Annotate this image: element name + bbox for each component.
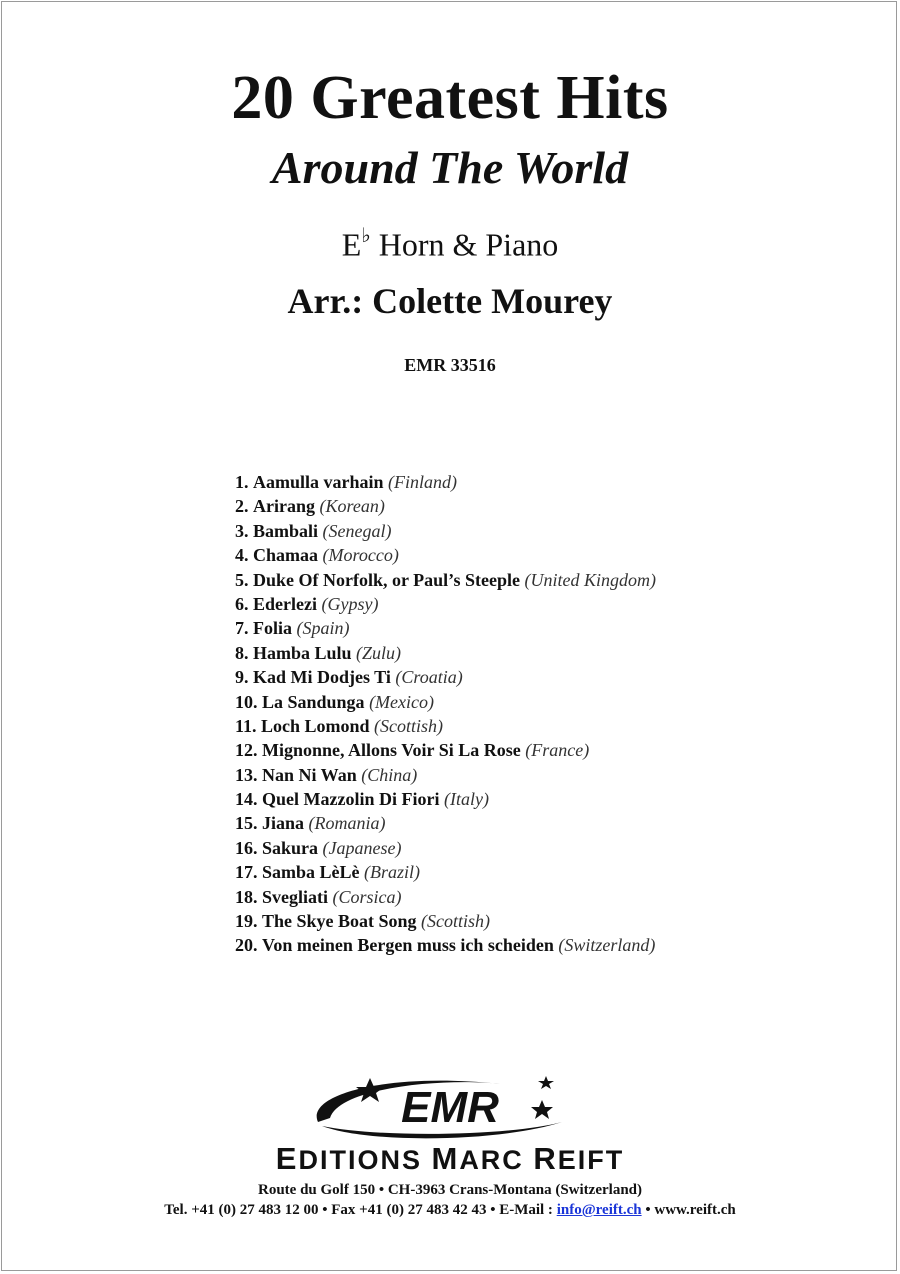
track-number: 14. [235,789,258,810]
track-title: Arirang [253,496,315,517]
track-item [235,519,656,543]
track-origin: (Finland) [388,472,458,492]
track-list [235,470,656,958]
track-item [235,641,656,665]
instrumentation [0,216,900,267]
track-title: La Sandunga [262,691,365,712]
publisher-address: Route du Golf 150 • CH-3963 Crans-Montana (Switzerland) [258,1182,642,1198]
track-origin: (Morocco) [322,545,399,566]
track-title: Folia [253,618,292,639]
track-item [235,811,656,835]
catalog-number: EMR 33516 [404,355,496,375]
publisher-contact [0,1200,900,1221]
track-title: Sakura [262,837,319,858]
track-number: 6. [235,593,249,614]
contact-phone-fax: Tel. +41 (0) 27 483 12 00 • Fax +41 (0) 27 483 42 43 • E-Mail : [164,1202,557,1218]
track-number: 11. [235,715,257,736]
track-item [235,787,656,811]
track-title: Samba LèLè [262,862,360,883]
page-subtitle: Around The World [271,142,629,193]
track-title: Jiana [262,813,305,834]
track-title: Von meinen Bergen muss ich scheiden [262,935,554,956]
track-title: Nan Ni Wan [262,764,357,785]
track-origin: (China) [361,764,418,785]
track-origin: (Italy) [443,789,489,810]
track-origin: (Brazil) [364,862,421,883]
track-origin: (Gypsy) [321,593,379,614]
track-origin: (Romania) [308,813,386,834]
track-origin: (Corsica) [332,886,402,907]
track-number: 19. [235,911,258,932]
track-origin: (Korean) [319,496,385,517]
track-origin: (Spain) [296,618,350,639]
track-title: Kad Mi Dodjes Ti [253,667,391,688]
track-item [235,494,656,518]
track-item [235,885,656,909]
track-title: Loch Lomond [261,715,370,736]
track-number: 8. [235,642,249,663]
track-title: Quel Mazzolin Di Fiori [262,789,440,810]
track-item [235,933,656,957]
track-title: Ederlezi [253,593,317,614]
track-origin: (Scottish) [374,715,444,736]
track-number: 7. [235,618,249,639]
track-title: Mignonne, Allons Voir Si La Rose [262,740,521,761]
page-title: 20 Greatest Hits [231,64,669,132]
track-item [235,470,656,494]
track-number: 5. [235,569,249,590]
track-origin: (Scottish) [421,911,491,932]
track-number: 13. [235,764,258,785]
track-title: Aamulla varhain [253,472,384,492]
track-item [235,690,656,714]
track-number: 17. [235,862,258,883]
instrument-key: E [341,226,362,263]
emr-logo [300,1072,580,1144]
track-number: 4. [235,545,249,566]
track-number: 9. [235,667,249,688]
track-origin: (United Kingdom) [524,569,656,590]
track-origin: (France) [525,740,590,761]
track-origin: (Senegal) [322,520,392,541]
track-item [235,909,656,933]
track-item [235,592,656,616]
track-number: 16. [235,837,258,858]
email-link[interactable]: info@reift.ch [556,1202,642,1218]
publisher-name: EDITIONS MARC REIFT [275,1141,625,1176]
track-number: 10. [235,691,258,712]
track-number: 20. [235,935,258,956]
track-title: Duke Of Norfolk, or Paul’s Steeple [253,569,520,590]
track-item [235,616,656,640]
track-title: Bambali [253,520,319,541]
track-origin: (Mexico) [369,691,435,712]
track-number: 3. [235,520,249,541]
track-item [235,543,656,567]
track-number: 2. [235,496,249,517]
track-item [235,665,656,689]
track-item [235,568,656,592]
track-origin: (Switzerland) [558,935,656,956]
track-item [235,860,656,884]
track-origin: (Zulu) [356,642,402,663]
track-title: The Skye Boat Song [262,911,417,932]
track-item [235,714,656,738]
flat-sign: ♭ [361,225,371,247]
track-title: Hamba Lulu [253,642,352,663]
track-item [235,836,656,860]
track-number: 12. [235,740,258,761]
track-number: 15. [235,813,258,834]
track-origin: (Croatia) [395,667,463,688]
track-title: Chamaa [253,545,319,566]
instrument-text: Horn & Piano [370,226,559,263]
track-title: Svegliati [262,886,328,907]
website-text: • www.reift.ch [641,1202,736,1218]
track-origin: (Japanese) [322,837,402,858]
track-item [235,763,656,787]
track-item [235,738,656,762]
arranger: Arr.: Colette Mourey [287,281,613,321]
track-number: 1. [235,472,249,492]
track-number: 18. [235,886,258,907]
logo-text: EMR [401,1083,499,1132]
